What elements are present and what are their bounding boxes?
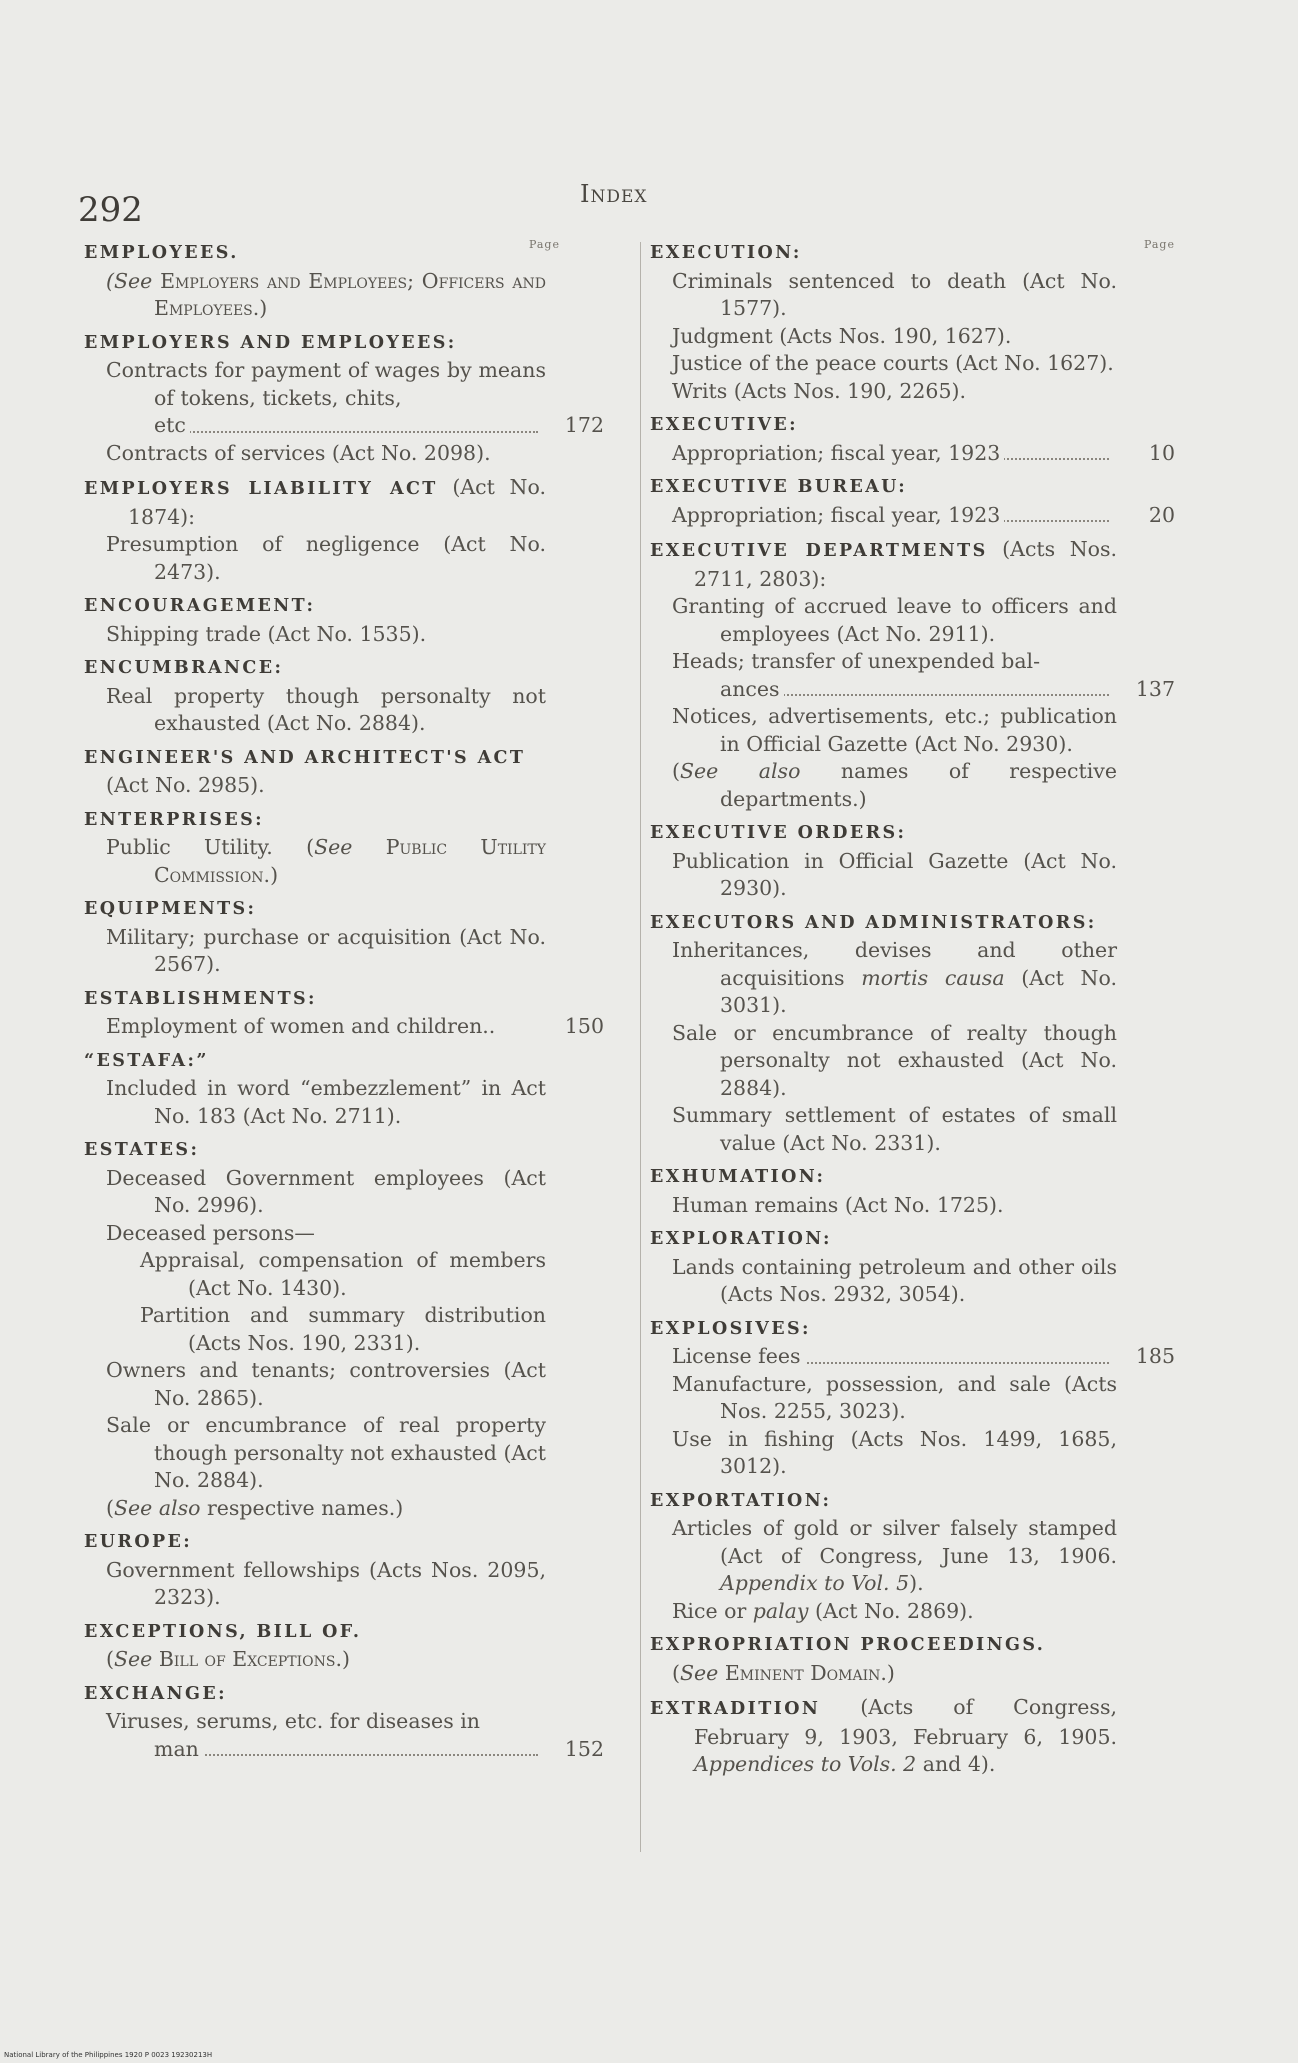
index-entry bbox=[84, 896, 604, 979]
index-entry bbox=[84, 745, 604, 800]
entry-heading: ESTATES: bbox=[84, 1140, 200, 1160]
entry-page-number: 20 bbox=[1148, 502, 1175, 527]
entry-heading: EXCHANGE: bbox=[84, 1683, 227, 1704]
entry-leader-line: man bbox=[106, 1736, 604, 1764]
entry-leader-line bbox=[672, 502, 1175, 530]
entry-subitem: Contracts of services (Act No. 2098). bbox=[106, 440, 491, 465]
entry-subitem: Contracts for payment of wages by means of tokens, tickets, chits, bbox=[106, 358, 546, 410]
entry-page-number: 172 bbox=[564, 413, 604, 437]
index-entry bbox=[650, 1226, 1175, 1309]
entry-heading: ENCOURAGEMENT: bbox=[84, 596, 316, 616]
page-column-label: Page bbox=[528, 238, 560, 251]
entry-subitem: Viruses, serums, etc. for diseases in bbox=[106, 1709, 480, 1733]
index-entry bbox=[84, 240, 604, 323]
index-entry bbox=[84, 986, 604, 1041]
index-entry bbox=[650, 1316, 1175, 1481]
entry-heading: EXECUTIVE BUREAU: bbox=[650, 477, 908, 497]
entry-page-number: 10 bbox=[1148, 440, 1175, 465]
entry-subitem: (See Bill of Exceptions.) bbox=[106, 1647, 350, 1671]
entry-subitem: Deceased Government employees (Act No. 2996). bbox=[106, 1165, 546, 1217]
entry-subitem: Government fellowships (Acts Nos. 2095, 2323). bbox=[106, 1557, 546, 1609]
index-entry bbox=[650, 536, 1175, 813]
entry-page-number: 137 bbox=[1135, 676, 1175, 701]
entry-heading: EXECUTION: bbox=[650, 243, 802, 263]
index-entry bbox=[84, 1619, 604, 1674]
index-entry bbox=[650, 910, 1175, 1158]
entry-subitem: Appropriation; fiscal year, 1923 bbox=[672, 441, 1004, 465]
entry-subitem: Rice or palay (Act No. 2869). bbox=[672, 1598, 974, 1623]
right-column bbox=[650, 240, 1175, 1786]
entry-heading: “ESTAFA:” bbox=[84, 1050, 209, 1071]
entry-subitem: Presumption of negligence (Act No. 2473). bbox=[106, 532, 546, 584]
index-entry bbox=[84, 655, 604, 738]
index-entry bbox=[650, 1488, 1175, 1626]
entry-subitem: Owners and tenants; controversies (Act No. 2865). bbox=[106, 1358, 546, 1410]
index-entry bbox=[650, 1632, 1175, 1687]
index-entry bbox=[650, 1694, 1175, 1779]
entry-subitem: Sale or encumbrance of real property though personalty not exhausted (Act No. 2884). bbox=[106, 1413, 546, 1492]
entry-subitem: Lands containing petroleum and other oils (Acts Nos. 2932, 3054). bbox=[672, 1254, 1117, 1306]
entry-leader-line: etc bbox=[106, 412, 604, 440]
entry-subitem: Notices, advertisements, etc.; publication in Official Gazette (Act No. 2930). bbox=[672, 704, 1117, 756]
entry-leader-line bbox=[672, 1343, 1175, 1371]
entry-subitem: Manufacture, possession, and sale (Acts Nos. 2255, 3023). bbox=[672, 1371, 1117, 1423]
entry-heading: EXPLORATION: bbox=[650, 1229, 832, 1249]
page-number: 292 bbox=[78, 190, 143, 230]
entry-subitem: (See Employers and Employees; Officers and Employees.) bbox=[106, 268, 546, 320]
entry-heading: EXECUTORS AND ADMINISTRATORS: bbox=[650, 912, 1097, 933]
entry-subitem: Use in fishing (Acts Nos. 1499, 1685, 3012). bbox=[672, 1426, 1117, 1478]
index-entry bbox=[650, 1164, 1175, 1219]
entry-subitem: (See Eminent Domain.) bbox=[672, 1660, 895, 1685]
entry-subitem: Shipping trade (Act No. 1535). bbox=[106, 621, 427, 646]
index-entry bbox=[84, 474, 604, 586]
page-title: Index bbox=[580, 180, 648, 208]
index-entry bbox=[650, 474, 1175, 529]
index-entry bbox=[650, 240, 1175, 405]
entry-heading: EXHUMATION: bbox=[650, 1167, 826, 1187]
entry-heading: EXECUTIVE: bbox=[650, 415, 799, 435]
index-entry bbox=[84, 330, 604, 468]
index-entry bbox=[84, 1529, 604, 1612]
entry-subitem: (See also respective names.) bbox=[106, 1495, 404, 1520]
entry-page-number: 150 bbox=[564, 1014, 604, 1038]
entry-heading: EUROPE: bbox=[84, 1532, 193, 1552]
entry-subitem: Employment of women and children.. bbox=[106, 1014, 496, 1038]
entry-subitem: Heads; transfer of unexpended bal- bbox=[672, 649, 1041, 673]
entry-subitem: Public Utility. (See Public Utility Commission.) bbox=[106, 835, 546, 887]
entry-subitem: Human remains (Act No. 1725). bbox=[672, 1192, 1004, 1217]
index-entry bbox=[650, 412, 1175, 467]
entry-subitem: Summary settlement of estates of small value (Act No. 2331). bbox=[672, 1103, 1117, 1155]
index-entry bbox=[84, 1681, 604, 1764]
entry-subitem: Writs (Acts Nos. 190, 2265). bbox=[672, 378, 967, 403]
entry-subitem: Included in word “embezzlement” in Act No. 183 (Act No. 2711). bbox=[106, 1076, 546, 1128]
entry-subitem: Publication in Official Gazette (Act No. 2930). bbox=[672, 848, 1117, 900]
index-entry bbox=[84, 807, 604, 890]
entry-subitem: Appraisal, compensation of members (Act No. 1430). bbox=[140, 1248, 546, 1300]
entry-page-number: 185 bbox=[1135, 1344, 1175, 1368]
index-entry bbox=[84, 1048, 604, 1131]
entry-subitem: Real property though personalty not exhausted (Act No. 2884). bbox=[106, 683, 546, 735]
entry-subitem: Deceased persons— bbox=[106, 1220, 315, 1245]
left-column bbox=[84, 240, 604, 1770]
entry-heading: EMPLOYERS AND EMPLOYEES: bbox=[84, 332, 457, 353]
index-entry bbox=[84, 593, 604, 648]
page-column-label: Page bbox=[1143, 238, 1175, 251]
entry-page-number: 152 bbox=[564, 1736, 604, 1761]
entry-subitem: Justice of the peace courts (Act No. 1627). bbox=[672, 351, 1114, 375]
entry-subitem: Inheritances, devises and other acquisitions mortis causa (Act No. 3031). bbox=[672, 938, 1117, 1017]
scan-footer: National Library of the Philippines 1920 P 0023 19230213H bbox=[4, 2051, 213, 2059]
entry-heading: ENTERPRISES: bbox=[84, 809, 265, 830]
entry-subitem: License fees bbox=[672, 1344, 805, 1368]
column-divider bbox=[640, 242, 641, 1852]
entry-heading: EXPROPRIATION PROCEEDINGS. bbox=[650, 1635, 1046, 1655]
entry-subitem: Sale or encumbrance of realty though personalty not exhausted (Act No. 2884). bbox=[672, 1020, 1117, 1100]
entry-heading: EXTRADITION (Acts of Congress, February 9, 1903, February 6, 1905. Appendices to Vols. 2 and 4). bbox=[650, 1695, 1117, 1776]
entry-heading: ENGINEER'S AND ARCHITECT'S ACT bbox=[84, 747, 526, 768]
entry-subitem: (Act No. 2985). bbox=[106, 773, 265, 797]
entry-subitem: Criminals sentenced to death (Act No. 1577). bbox=[672, 268, 1117, 320]
entry-leader-line bbox=[672, 440, 1175, 468]
entry-heading: EMPLOYERS LIABILITY ACT (Act No. 1874): bbox=[84, 475, 546, 529]
entry-heading: EMPLOYEES. bbox=[84, 243, 239, 263]
entry-subitem: Military; purchase or acquisition (Act No. 2567). bbox=[106, 924, 546, 976]
entry-subitem: Articles of gold or silver falsely stamped (Act of Congress, June 13, 1906. Appendix to Vol. 5). bbox=[672, 1516, 1117, 1595]
entry-heading: ENCUMBRANCE: bbox=[84, 658, 284, 678]
entry-leader-line: ances bbox=[672, 676, 1175, 704]
entry-heading: EXPLOSIVES: bbox=[650, 1318, 811, 1339]
entry-heading: ESTABLISHMENTS: bbox=[84, 988, 317, 1009]
entry-subitem: Partition and summary distribution (Acts Nos. 190, 2331). bbox=[140, 1303, 546, 1355]
entry-heading: EXPORTATION: bbox=[650, 1490, 832, 1511]
entry-subitem: Appropriation; fiscal year, 1923 bbox=[672, 503, 1004, 527]
entry-subitem: Granting of accrued leave to officers and employees (Act No. 2911). bbox=[672, 594, 1117, 646]
entry-subitem: Judgment (Acts Nos. 190, 1627). bbox=[672, 323, 1012, 348]
entry-heading: EQUIPMENTS: bbox=[84, 899, 257, 919]
entry-heading: EXCEPTIONS, BILL OF. bbox=[84, 1621, 362, 1642]
entry-subitem: (See also names of respective departments.) bbox=[672, 759, 1117, 811]
index-entry bbox=[84, 1137, 604, 1522]
entry-heading: EXECUTIVE DEPARTMENTS (Acts Nos. 2711, 2803): bbox=[650, 537, 1118, 591]
index-entry bbox=[650, 820, 1175, 903]
entry-heading: EXECUTIVE ORDERS: bbox=[650, 823, 907, 843]
